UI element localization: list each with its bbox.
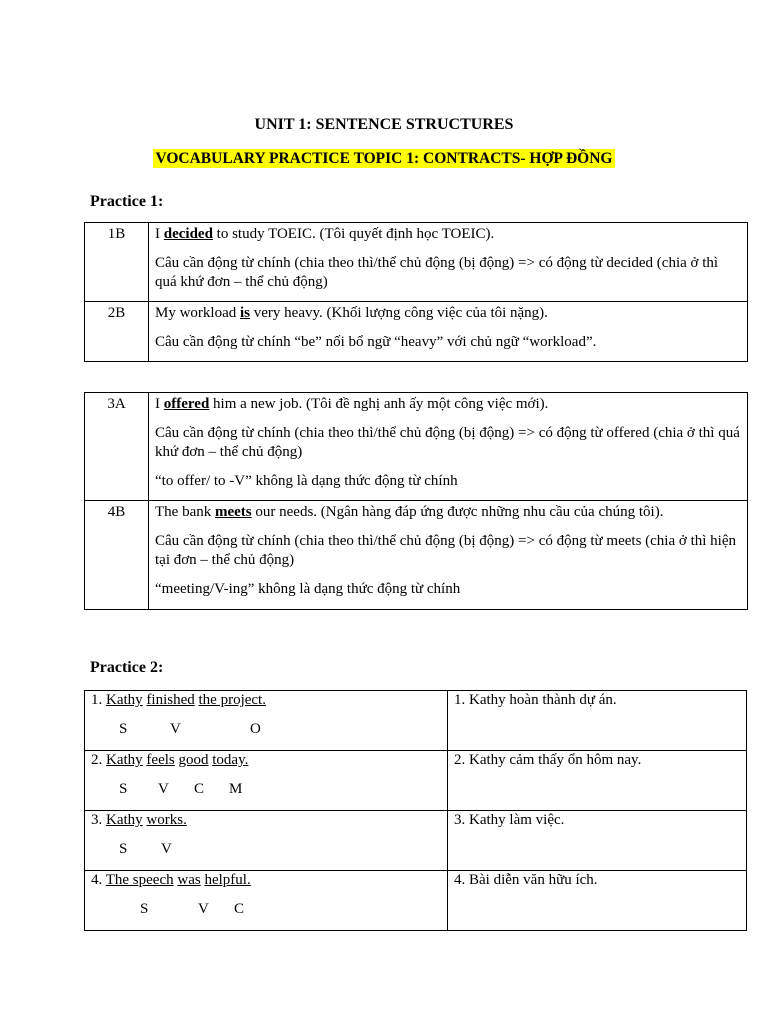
sentence-part: Kathy [106,692,143,708]
item-content [149,223,748,302]
sentence-cell [85,811,448,871]
table-row [85,691,747,751]
sentence-cell [85,871,448,931]
table-row [85,302,748,362]
sentence: 3. Kathy works. [91,812,187,828]
grammar-label: C [234,901,245,917]
sentence-part: Kathy [106,812,143,828]
translation-cell: 3. Kathy làm việc. [448,811,747,871]
note: “meeting/V-ing” không là dạng thức động từ chính [155,581,461,597]
keyword: offered [163,396,210,412]
practice-2-heading: Practice 2: [90,659,164,676]
grammar-label: C [194,781,205,797]
sentence: 4. The speech was helpful. [91,872,251,888]
practice-1-heading: Practice 1: [90,193,164,210]
grammar-labels [91,840,441,860]
grammar-labels [91,720,441,740]
sentence-part: was [177,872,201,888]
practice-2-table [84,690,747,931]
topic-title-wrap [0,150,768,168]
sentence-part: works. [146,812,187,828]
table-row [85,393,748,501]
grammar-label: S [119,721,128,737]
sentence-cell [85,751,448,811]
note: Câu cần động từ chính (chia theo thì/thể chủ động (bị động) => có động từ offered (chia ở thì quá khứ đơn – thể chủ động) [155,425,740,460]
unit-title: UNIT 1: SENTENCE STRUCTURES [254,116,514,133]
sentence-cell [85,691,448,751]
sentence: 1. Kathy finished the project. [91,692,266,708]
grammar-labels [91,780,441,800]
grammar-label: S [119,841,128,857]
table-row [85,223,748,302]
item-content [149,302,748,362]
note: “to offer/ to -V” không là dạng thức động từ chính [155,473,458,489]
item-number: 3A [85,393,149,501]
sentence-part: The speech [105,872,174,888]
note: Câu cần động từ chính (chia theo thì/thể chủ động (bị động) => có động từ meets (chia ở thì hiện tại đơn – thể chủ động) [155,533,736,568]
grammar-label: V [198,901,209,917]
grammar-labels [91,900,441,920]
item-number: 4B [85,501,149,610]
practice-1-table-b [84,392,748,610]
sentence: My workload is very heavy. (Khối lượng công việc của tôi nặng). [155,305,548,321]
sentence: I decided to study TOEIC. (Tôi quyết định học TOEIC). [155,226,495,242]
sentence: 2. Kathy feels good today. [91,752,249,768]
keyword: meets [214,504,252,520]
grammar-label: S [119,781,128,797]
sentence-part: today. [212,752,249,768]
sentence-part: the project. [198,692,266,708]
translation-cell: 2. Kathy cảm thấy ổn hôm nay. [448,751,747,811]
sentence-part: Kathy [106,752,143,768]
grammar-label: M [229,781,243,797]
topic-title: VOCABULARY PRACTICE TOPIC 1: CONTRACTS- HỢP ĐỒNG [155,150,613,167]
sentence-part: feels [146,752,175,768]
table-row [85,811,747,871]
note: Câu cần động từ chính “be” nối bổ ngữ “heavy” với chủ ngữ “workload”. [155,334,597,350]
sentence: I offered him a new job. (Tôi đề nghị anh ấy một công việc mới). [155,396,549,412]
sentence-part: finished [146,692,195,708]
note: Câu cần động từ chính (chia theo thì/thể chủ động (bị động) => có động từ decided (chia ở thì quá khứ đơn – thể chủ động) [155,255,719,290]
grammar-label: S [140,901,149,917]
keyword: is [240,305,251,321]
table-row [85,501,748,610]
item-number: 2B [85,302,149,362]
translation-cell: 4. Bài diễn văn hữu ích. [448,871,747,931]
item-content [149,501,748,610]
table-row [85,871,747,931]
grammar-label: V [158,781,169,797]
grammar-label: V [170,721,181,737]
practice-1-table-a [84,222,748,362]
grammar-label: V [161,841,172,857]
sentence: The bank meets our needs. (Ngân hàng đáp ứng được những nhu cầu của chúng tôi). [155,504,664,520]
sentence-part: helpful. [204,872,251,888]
item-number: 1B [85,223,149,302]
grammar-label: O [250,721,261,737]
table-row [85,751,747,811]
sentence-part: good [178,752,209,768]
item-content [149,393,748,501]
keyword: decided [163,226,213,242]
translation-cell: 1. Kathy hoàn thành dự án. [448,691,747,751]
